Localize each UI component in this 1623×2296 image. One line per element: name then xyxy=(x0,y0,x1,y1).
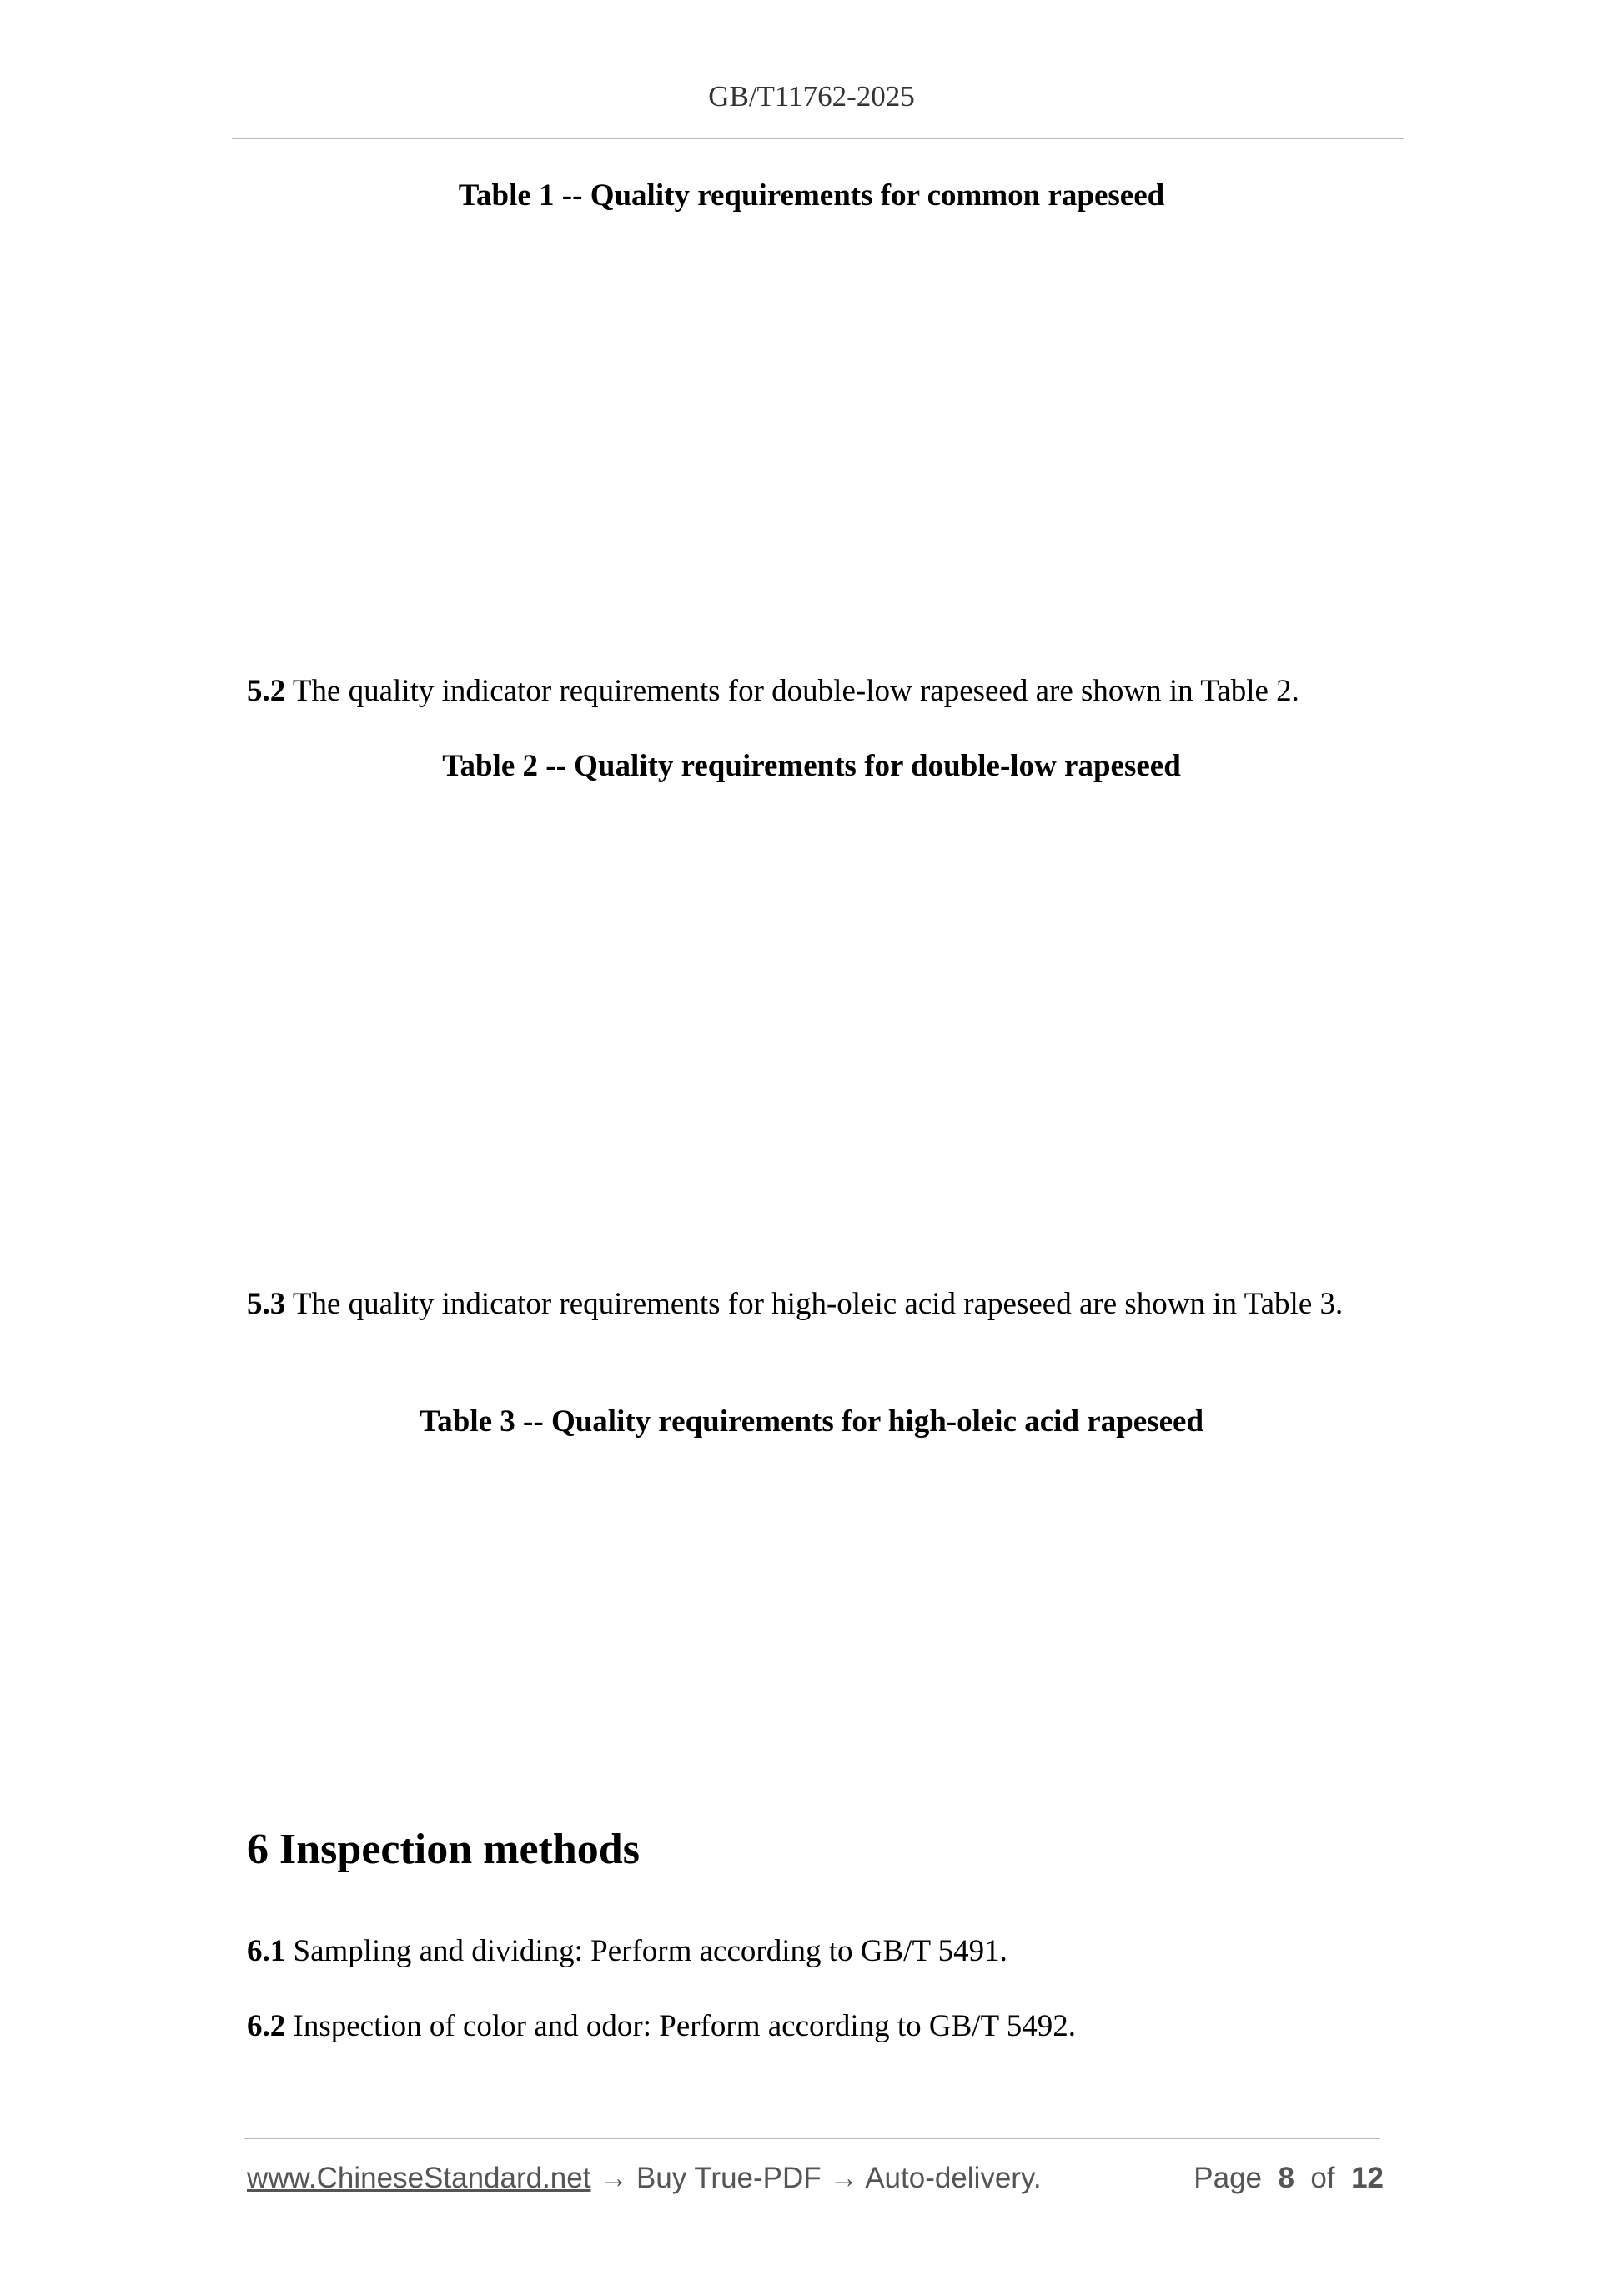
section-6-heading: 6 Inspection methods xyxy=(247,1826,640,1873)
header-divider xyxy=(232,138,1404,139)
clause-text: The quality indicator requirements for double-low rapeseed are shown in Table 2. xyxy=(292,674,1299,708)
arrow-right-icon: → xyxy=(829,2162,859,2194)
page-label: Page xyxy=(1193,2162,1263,2194)
arrow-right-icon: → xyxy=(599,2162,629,2194)
of-label: of xyxy=(1310,2162,1335,2194)
table-2-caption: Table 2 -- Quality requirements for double-low rapeseed xyxy=(442,749,1181,783)
document-code-header: GB/T11762-2025 xyxy=(708,80,915,113)
clause-6-2 xyxy=(247,2005,1398,2047)
delivery-text: Auto-delivery. xyxy=(865,2162,1042,2194)
clause-5-3 xyxy=(247,1283,1398,1325)
table-3-caption: Table 3 -- Quality requirements for high-oleic acid rapeseed xyxy=(419,1404,1204,1439)
table-1-caption: Table 1 -- Quality requirements for common rapeseed xyxy=(458,178,1165,213)
current-page-number: 8 xyxy=(1278,2162,1294,2194)
total-page-number: 12 xyxy=(1351,2162,1384,2194)
page-footer xyxy=(247,2162,1384,2195)
footer-promo xyxy=(247,2162,1042,2195)
clause-5-2 xyxy=(247,670,1398,712)
clause-text: Inspection of color and odor: Perform according to GB/T 5492. xyxy=(293,2009,1076,2043)
clause-number: 6.1 xyxy=(247,1934,286,1968)
clause-number: 5.2 xyxy=(247,674,286,708)
footer-divider xyxy=(244,2138,1380,2139)
page-indicator xyxy=(1193,2162,1384,2195)
clause-number: 6.2 xyxy=(247,2009,286,2043)
buy-text: Buy True-PDF xyxy=(636,2162,822,2194)
clause-text: The quality indicator requirements for high-oleic acid rapeseed are shown in Table 3. xyxy=(292,1287,1344,1321)
clause-number: 5.3 xyxy=(247,1287,286,1321)
clause-text: Sampling and dividing: Perform according to GB/T 5491. xyxy=(293,1934,1007,1968)
clause-6-1 xyxy=(247,1930,1398,1972)
site-link[interactable]: www.ChineseStandard.net xyxy=(247,2162,591,2194)
